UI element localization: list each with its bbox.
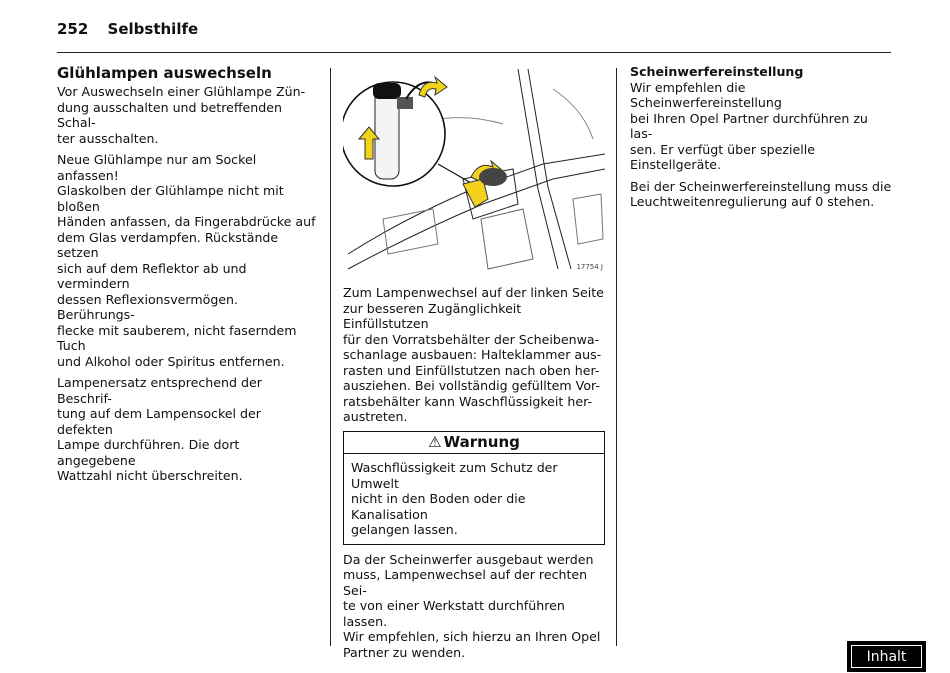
engine-bay-illustration	[343, 69, 605, 279]
paragraph: Lampenersatz entsprechend der Beschrif- tung auf dem Lampensockel der defekten Lampe durchführen. Die dort angegebene Wattzahl nicht überschreiten.	[57, 375, 262, 483]
illustration-svg	[343, 69, 605, 279]
figure-caption: Zum Lampenwechsel auf der linken Seite zur besseren Zugänglichkeit Einfüllstutzen für den Vorratsbehälter der Scheibenwa- schanlage ausbauen: Halteklammer aus- rasten und Einfüllstutzen nach oben her- ausziehen. Bei vollständig gefülltem Vor- ratsbehälter kann Waschflüssigkeit her- austreten.	[343, 285, 604, 424]
filler-neck-inset	[343, 82, 445, 186]
column-left	[57, 64, 319, 490]
paragraph: Da der Scheinwerfer ausgebaut werden muss, Lampenwechsel auf der rechten Sei- te von einer Werkstatt durchführen lassen. Wir empfehlen, sich hierzu an Ihren Opel Partner zu wenden.	[343, 551, 601, 660]
header-divider	[57, 52, 891, 53]
section-heading: Glühlampen auswechseln	[57, 64, 272, 82]
paragraph: Wir empfehlen die Scheinwerfereinstellung bei Ihren Opel Partner durchführen zu las- sen. Er verfügt über spezielle Einstellgeräte.	[630, 79, 868, 172]
paragraph: Neue Glühlampe nur am Sockel anfassen! Glaskolben der Glühlampe nicht mit bloßen Händen anfassen, da Fingerabdrücke auf dem Glas verdampfen. Rückstände setzen sich auf dem Reflektor ab und vermindern dessen Reflexionsvermögen. Berührungs- flecke mit sauberem, nicht faserndem Tuch und Alkohol oder Spiritus entfernen.	[57, 152, 316, 369]
column-right	[630, 64, 892, 216]
warning-triangle-icon: ⚠	[428, 432, 442, 451]
page-header	[57, 20, 198, 38]
warning-title: Warnung	[443, 432, 520, 451]
section-title: Selbsthilfe	[107, 20, 199, 38]
figure-code: 17754 J	[576, 262, 603, 271]
warning-text: Waschflüssigkeit zum Schutz der Umwelt nicht in den Boden oder die Kanalisation gelangen lassen.	[351, 460, 558, 537]
warning-heading	[344, 432, 604, 455]
page-number: 252	[57, 20, 89, 38]
warning-box	[343, 431, 605, 545]
paragraph: Vor Auswechseln einer Glühlampe Zün- dung ausschalten und betreffenden Schal- ter ausschalten.	[57, 84, 306, 146]
column-divider-1	[330, 68, 331, 646]
paragraph: Bei der Scheinwerfereinstellung muss die Leuchtweitenregulierung auf 0 stehen.	[630, 178, 892, 209]
contents-button-label: Inhalt	[851, 645, 922, 668]
subsection-heading: Scheinwerfereinstellung	[630, 64, 804, 79]
contents-button[interactable]	[847, 641, 926, 672]
column-divider-2	[616, 68, 617, 646]
column-middle	[343, 69, 605, 666]
